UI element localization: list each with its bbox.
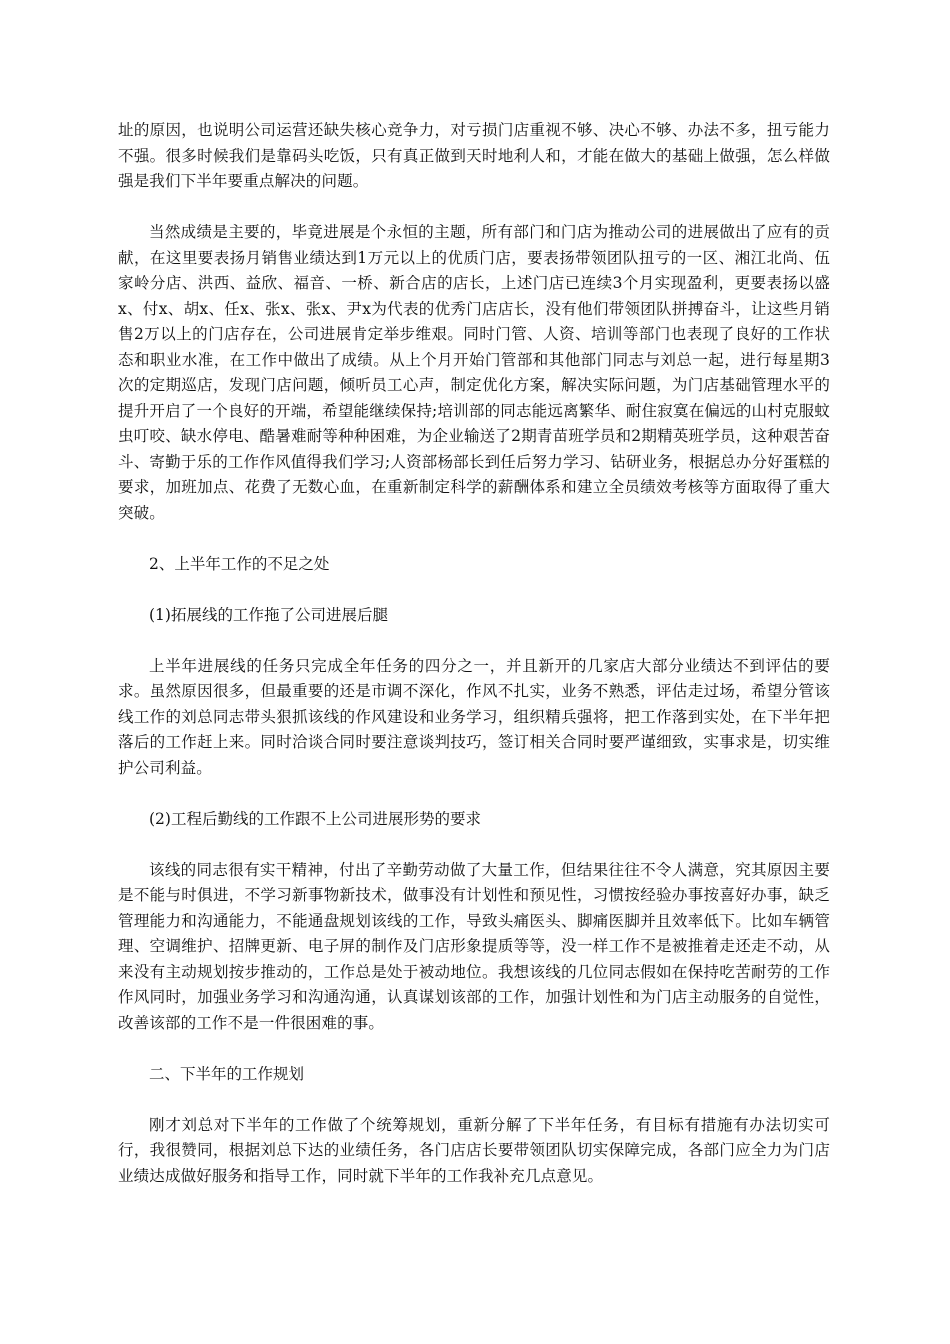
paragraph-gap xyxy=(118,1087,830,1113)
paragraph-expansion-line: 上半年进展线的任务只完成全年任务的四分之一，并且新开的几家店大部分业绩达不到评估的要求。虽然原因很多，但最重要的还是市调不深化，作风不扎实，业务不熟悉，评估走过场，希望分管该线工作的刘总同志带头狠抓该线的作风建设和业务学习，组织精兵强将，把工作落到实处，在下半年把落后的工作赶上来。同时洽谈合同时要注意谈判技巧，签订相关合同时要严谨细致，实事求是，切实维护公司利益。 xyxy=(118,656,830,777)
paragraph-gap xyxy=(118,781,830,807)
paragraph-gap xyxy=(118,628,830,654)
paragraph-continuation: 址的原因，也说明公司运营还缺失核心竞争力，对亏损门店重视不够、决心不够、办法不多，扭亏能力不强。很多时候我们是靠码头吃饭，只有真正做到天时地利人和，才能在做大的基础上做强，怎么样做强是我们下半年要重点解决的问题。 xyxy=(118,121,830,190)
section-heading-shortcomings: 2、上半年工作的不足之处 xyxy=(149,554,330,573)
paragraph-gap xyxy=(118,832,830,858)
paragraph-engineering-line: 该线的同志很有实干精神，付出了辛勤劳动做了大量工作，但结果往往不令人满意，究其原因主要是不能与时俱进，不学习新事物新技术，做事没有计划性和预见性，习惯按经验办事按喜好办事，缺乏管理能力和沟通能力，不能通盘规划该线的工作，导致头痛医头、脚痛医脚并且效率低下。比如车辆管理、空调维护、招牌更新、电子屏的制作及门店形象提质等等，没一样工作不是被推着走还走不动，从来没有主动规划按步推动的，工作总是处于被动地位。我想该线的几位同志假如在保持吃苦耐劳的工作作风同时，加强业务学习和沟通沟通，认真谋划该部的工作，加强计划性和为门店主动服务的自觉性，改善该部的工作不是一件很困难的事。 xyxy=(118,860,830,1032)
section-heading-second-half-plan: 二、下半年的工作规划 xyxy=(149,1064,305,1083)
paragraph-gap xyxy=(118,577,830,603)
paragraph-second-half-plan: 刚才刘总对下半年的工作做了个统筹规划，重新分解了下半年任务，有目标有措施有办法切实可行，我很赞同，根据刘总下达的业绩任务，各门店店长要带领团队切实保障完成，各部门应全力为门店业绩达成做好服务和指导工作，同时就下半年的工作我补充几点意见。 xyxy=(118,1115,830,1185)
paragraph-gap xyxy=(118,195,830,221)
subheading-expansion-line: (1)拓展线的工作拖了公司进展后腿 xyxy=(149,605,388,624)
paragraph-achievements: 当然成绩是主要的，毕竟进展是个永恒的主题，所有部门和门店为推动公司的进展做出了应有的贡献，在这里要表扬月销售业绩达到1万元以上的优质门店，要表扬带领团队扭亏的一区、湘江北尚、伍家岭分店、洪西、益欣、福音、一桥、新合店的店长，上述门店已连续3个月实现盈利，更要表扬以盛x、付x、胡x、任x、张x、张x、尹x为代表的优秀门店店长，没有他们带领团队拼搏奋斗，让这些月销售2万以上的门店存在，公司进展肯定举步维艰。同时门管、人资、培训等部门也表现了良好的工作状态和职业水准，在工作中做出了成绩。从上个月开始门管部和其他部门同志与刘总一起，进行每星期3次的定期巡店，发现门店问题，倾听员工心声，制定优化方案，解决实际问题，为门店基础管理水平的提升开启了一个良好的开端，希望能继续保持;培训部的同志能远离繁华、耐住寂寞在偏远的山村克服蚊虫叮咬、缺水停电、酷暑难耐等种种困难，为企业输送了2期青苗班学员和2期精英班学员，这种艰苦奋斗、寄勤于乐的工作作风值得我们学习;人资部杨部长到任后努力学习、钻研业务，根据总办分好蛋糕的要求，加班加点、花费了无数心血，在重新制定科学的薪酬体系和建立全员绩效考核等方面取得了重大突破。 xyxy=(118,223,830,522)
subheading-engineering-line: (2)工程后勤线的工作跟不上公司进展形势的要求 xyxy=(149,809,481,828)
paragraph-gap xyxy=(118,1036,830,1062)
paragraph-gap xyxy=(118,526,830,552)
